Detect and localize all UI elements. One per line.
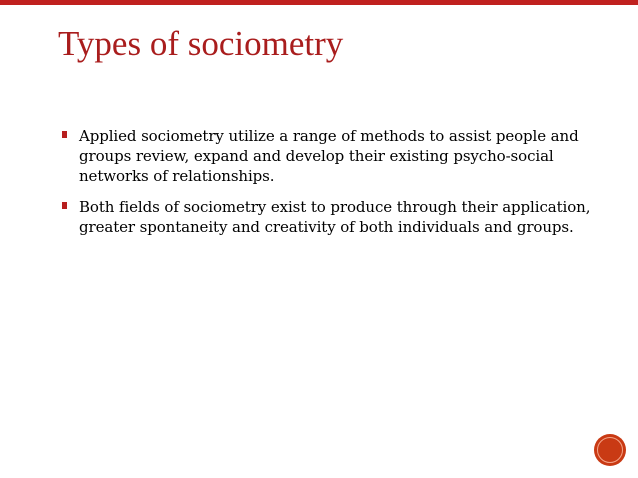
- bullet-text: Applied sociometry utilize a range of methods to assist people and groups review, expand and develop their existing psycho-social networks of relationships.: [79, 127, 579, 185]
- top-accent-bar: [0, 0, 638, 5]
- page-number-badge: [594, 434, 626, 466]
- slide-title: Types of sociometry: [58, 24, 344, 63]
- square-bullet-icon: [62, 131, 67, 138]
- bullet-text: Both fields of sociometry exist to produce through their application, greater spontaneity and creativity of both individuals and groups.: [79, 198, 591, 236]
- page-number: [594, 434, 626, 466]
- bullet-item: [62, 126, 594, 186]
- square-bullet-icon: [62, 202, 67, 209]
- bullet-item: [62, 197, 594, 237]
- bullet-list: [62, 126, 594, 248]
